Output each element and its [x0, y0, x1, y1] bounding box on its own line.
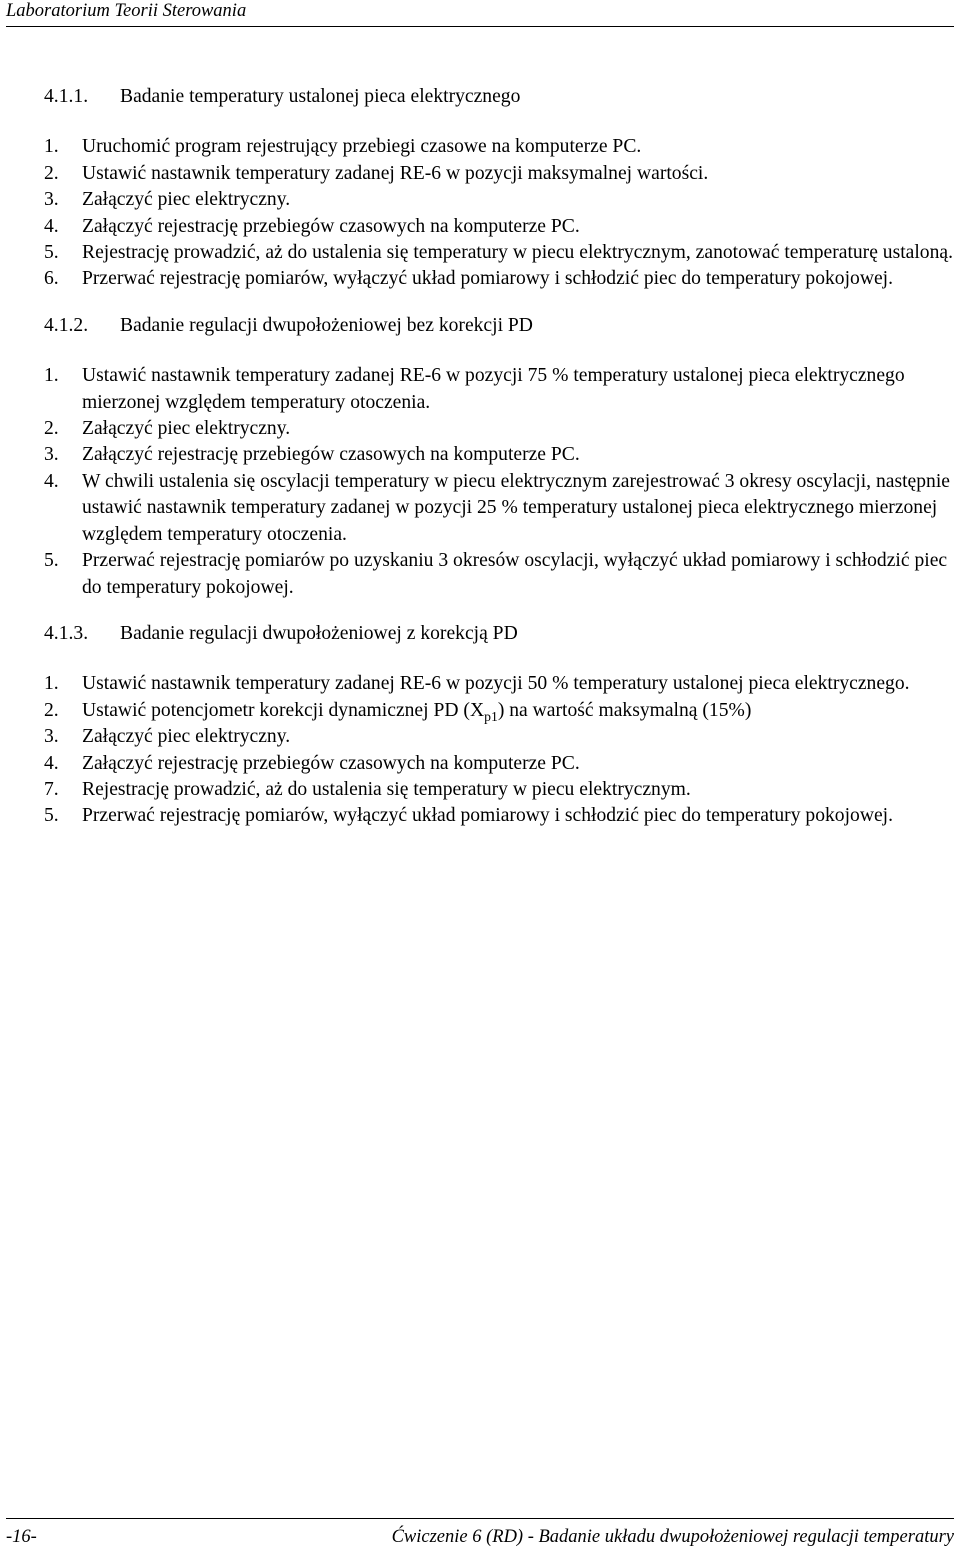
item-text: Rejestrację prowadzić, aż do ustalenia się temperatury w piecu elektrycznym.: [82, 778, 691, 800]
item-number: 1.: [44, 673, 59, 695]
item-number: 4.: [44, 470, 59, 492]
list-item: [44, 751, 954, 777]
item-number: 5.: [44, 242, 59, 264]
list-item: [44, 363, 954, 416]
list-item: [44, 548, 954, 601]
list-item: [44, 161, 954, 187]
item-text: Ustawić nastawnik temperatury zadanej RE-6 w pozycji maksymalnej wartości.: [82, 162, 709, 184]
document-body: [44, 84, 954, 830]
step-list: [44, 671, 954, 829]
item-text: Rejestrację prowadzić, aż do ustalenia się temperatury w piecu elektrycznym, zanotować temperaturę ustaloną.: [82, 242, 953, 264]
item-text: Ustawić nastawnik temperatury zadanej RE-6 w pozycji 75 % temperatury ustalonej pieca elektrycznego mierzonej względem temperatury otoczenia.: [82, 365, 905, 413]
item-text: Uruchomić program rejestrujący przebiegi czasowe na komputerze PC.: [82, 136, 642, 158]
list-item: [44, 698, 954, 724]
header-title: Laboratorium Teorii Sterowania: [6, 1, 247, 21]
item-text: Załączyć rejestrację przebiegów czasowych na komputerze PC.: [82, 215, 580, 237]
page-footer: [6, 1518, 954, 1551]
item-text: Ustawić nastawnik temperatury zadanej RE-6 w pozycji 50 % temperatury ustalonej pieca elektrycznego.: [82, 673, 910, 695]
list-item: [44, 671, 954, 697]
item-number: 5.: [44, 805, 59, 827]
item-text: Załączyć piec elektryczny.: [82, 418, 291, 440]
section-title: Badanie temperatury ustalonej pieca elektrycznego: [120, 86, 521, 107]
step-list: [44, 363, 954, 601]
item-text: Załączyć piec elektryczny.: [82, 189, 291, 211]
list-item: [44, 724, 954, 750]
item-text-after: ) na wartość maksymalną (15%): [497, 699, 752, 721]
section-number: 4.1.1.: [44, 86, 89, 107]
chapter-title: Ćwiczenie 6 (RD) - Badanie układu dwupołożeniowej regulacji temperatury: [391, 1527, 954, 1547]
page-number: -16-: [6, 1527, 37, 1547]
item-text: Przerwać rejestrację pomiarów po uzyskaniu 3 okresów oscylacji, wyłączyć układ pomiarowy i schłodzić piec do temperatury pokojowej.: [82, 550, 948, 598]
item-text: W chwili ustalenia się oscylacji temperatury w piecu elektrycznym zarejestrować 3 okresy oscylacji, następnie ustawić nastawnik temperatury zadanej w pozycji 25 % temperatury ustalonej pieca elektrycznego mierzonej względem temperatury otoczenia.: [82, 470, 950, 545]
list-item: [44, 777, 954, 803]
section-heading: [44, 313, 954, 339]
item-number: 3.: [44, 726, 59, 748]
list-item: [44, 187, 954, 213]
section-number: 4.1.3.: [44, 622, 89, 644]
item-text-before: Ustawić potencjometr korekcji dynamicznej PD (X: [82, 699, 485, 721]
item-text: Przerwać rejestrację pomiarów, wyłączyć układ pomiarowy i schłodzić piec do temperatury pokojowej.: [82, 268, 894, 290]
item-number: 1.: [44, 136, 59, 158]
item-number: 4.: [44, 215, 59, 237]
section-number: 4.1.2.: [44, 314, 89, 336]
item-number: 2.: [44, 418, 59, 440]
item-number: 3.: [44, 189, 59, 211]
subscript-p1: p1: [484, 708, 498, 724]
item-text: [82, 698, 954, 724]
item-text: Przerwać rejestrację pomiarów, wyłączyć układ pomiarowy i schłodzić piec do temperatury pokojowej.: [82, 805, 894, 827]
item-number: 5.: [44, 550, 59, 572]
item-number: 6.: [44, 268, 59, 290]
item-text: Załączyć rejestrację przebiegów czasowych na komputerze PC.: [82, 752, 580, 774]
list-item: [44, 803, 954, 829]
item-number: 7.: [44, 778, 59, 800]
list-item: [44, 134, 954, 160]
item-text: Załączyć piec elektryczny.: [82, 726, 291, 748]
step-list: [44, 134, 954, 292]
page-header: [6, 0, 954, 27]
list-item: [44, 416, 954, 442]
item-number: 3.: [44, 444, 59, 466]
section-heading: [44, 84, 954, 110]
list-item: [44, 266, 954, 292]
item-number: 2.: [44, 699, 59, 721]
section-title: Badanie regulacji dwupołożeniowej z korekcją PD: [120, 622, 518, 644]
section-heading: [44, 621, 954, 647]
list-item: [44, 469, 954, 548]
item-number: 4.: [44, 752, 59, 774]
section-title: Badanie regulacji dwupołożeniowej bez korekcji PD: [120, 314, 533, 336]
list-item: [44, 214, 954, 240]
item-text: Załączyć rejestrację przebiegów czasowych na komputerze PC.: [82, 444, 580, 466]
item-number: 2.: [44, 162, 59, 184]
list-item: [44, 240, 954, 266]
item-number: 1.: [44, 365, 59, 387]
list-item: [44, 442, 954, 468]
